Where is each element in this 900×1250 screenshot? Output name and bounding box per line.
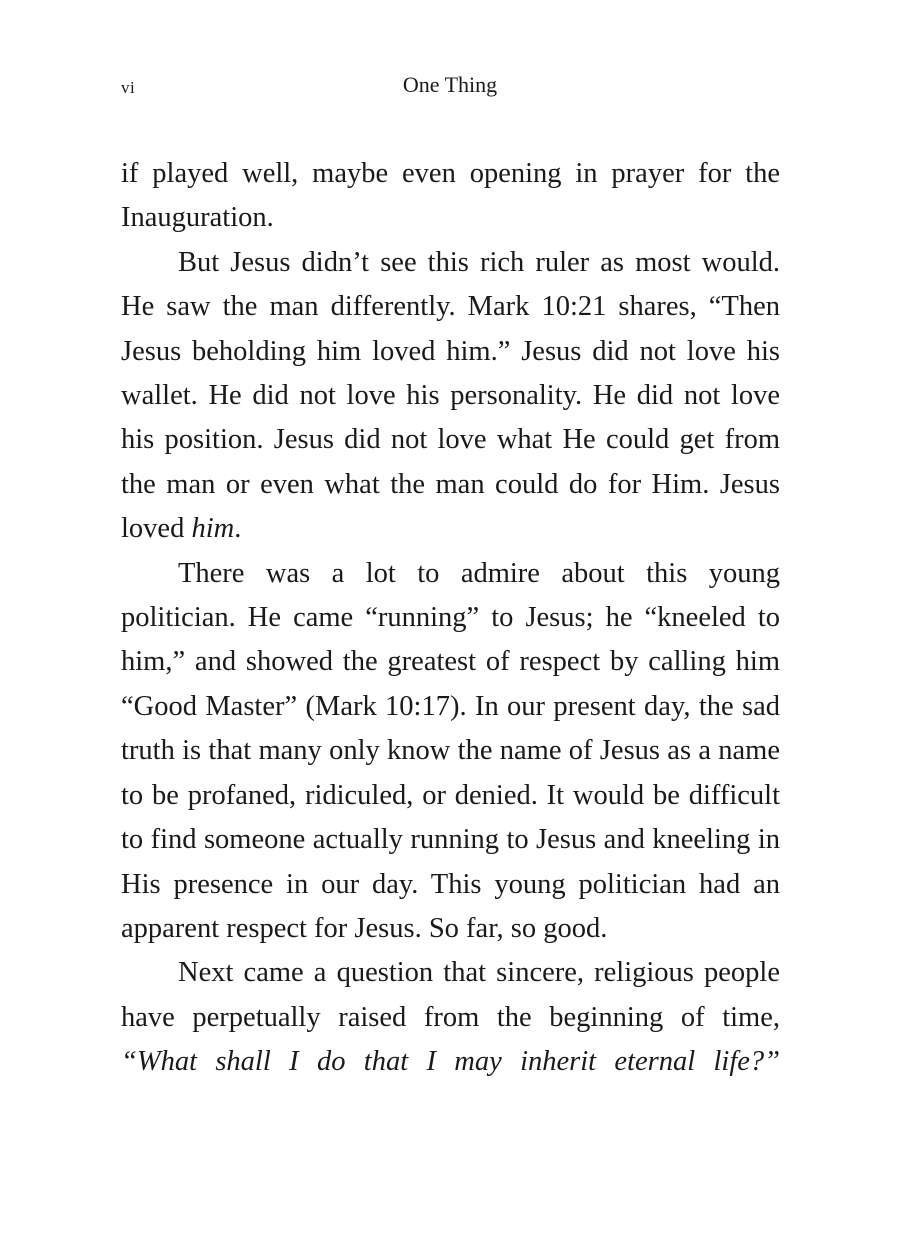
paragraph (121, 552, 780, 952)
paragraph-text: But Jesus didn’t see this rich ruler as most would. He saw the man differently. Mark 10:21 shares, “Then Jesus beholding him loved him.” Jesus did not love his wallet. He did not love his personality. He did not love his position. Jesus did not love what He could get from the man or even what the man could do for Him. Jesus loved (121, 246, 780, 545)
page-number: vi (121, 78, 136, 97)
running-title: One Thing (402, 72, 498, 97)
paragraph (121, 951, 780, 1084)
body-text (121, 152, 780, 1085)
quoted-question: “What shall I do that I may inherit eternal life?” (121, 1046, 780, 1078)
emphasis-text: him (191, 513, 235, 545)
paragraph-text-tail: . (234, 513, 242, 545)
paragraph-text: Next came a question that sincere, religious people have perpetually raised from the beginning of time, (121, 957, 780, 1033)
paragraph-text: There was a lot to admire about this young politician. He came “running” to Jesus; he “kneeled to him,” and showed the greatest of respect by calling him “Good Master” (Mark 10:17). In our present day, the sad truth is that many only know the name of Jesus as a name to be profaned, ridiculed, or denied. It would be difficult to find someone actually running to Jesus and kneeling in His presence in our day. This young politician had an apparent respect for Jesus. So far, so good. (121, 557, 780, 944)
page-header (0, 72, 900, 102)
paragraph (121, 152, 780, 241)
paragraph (121, 241, 780, 552)
paragraph-text: if played well, maybe even opening in prayer for the Inauguration. (121, 158, 780, 234)
